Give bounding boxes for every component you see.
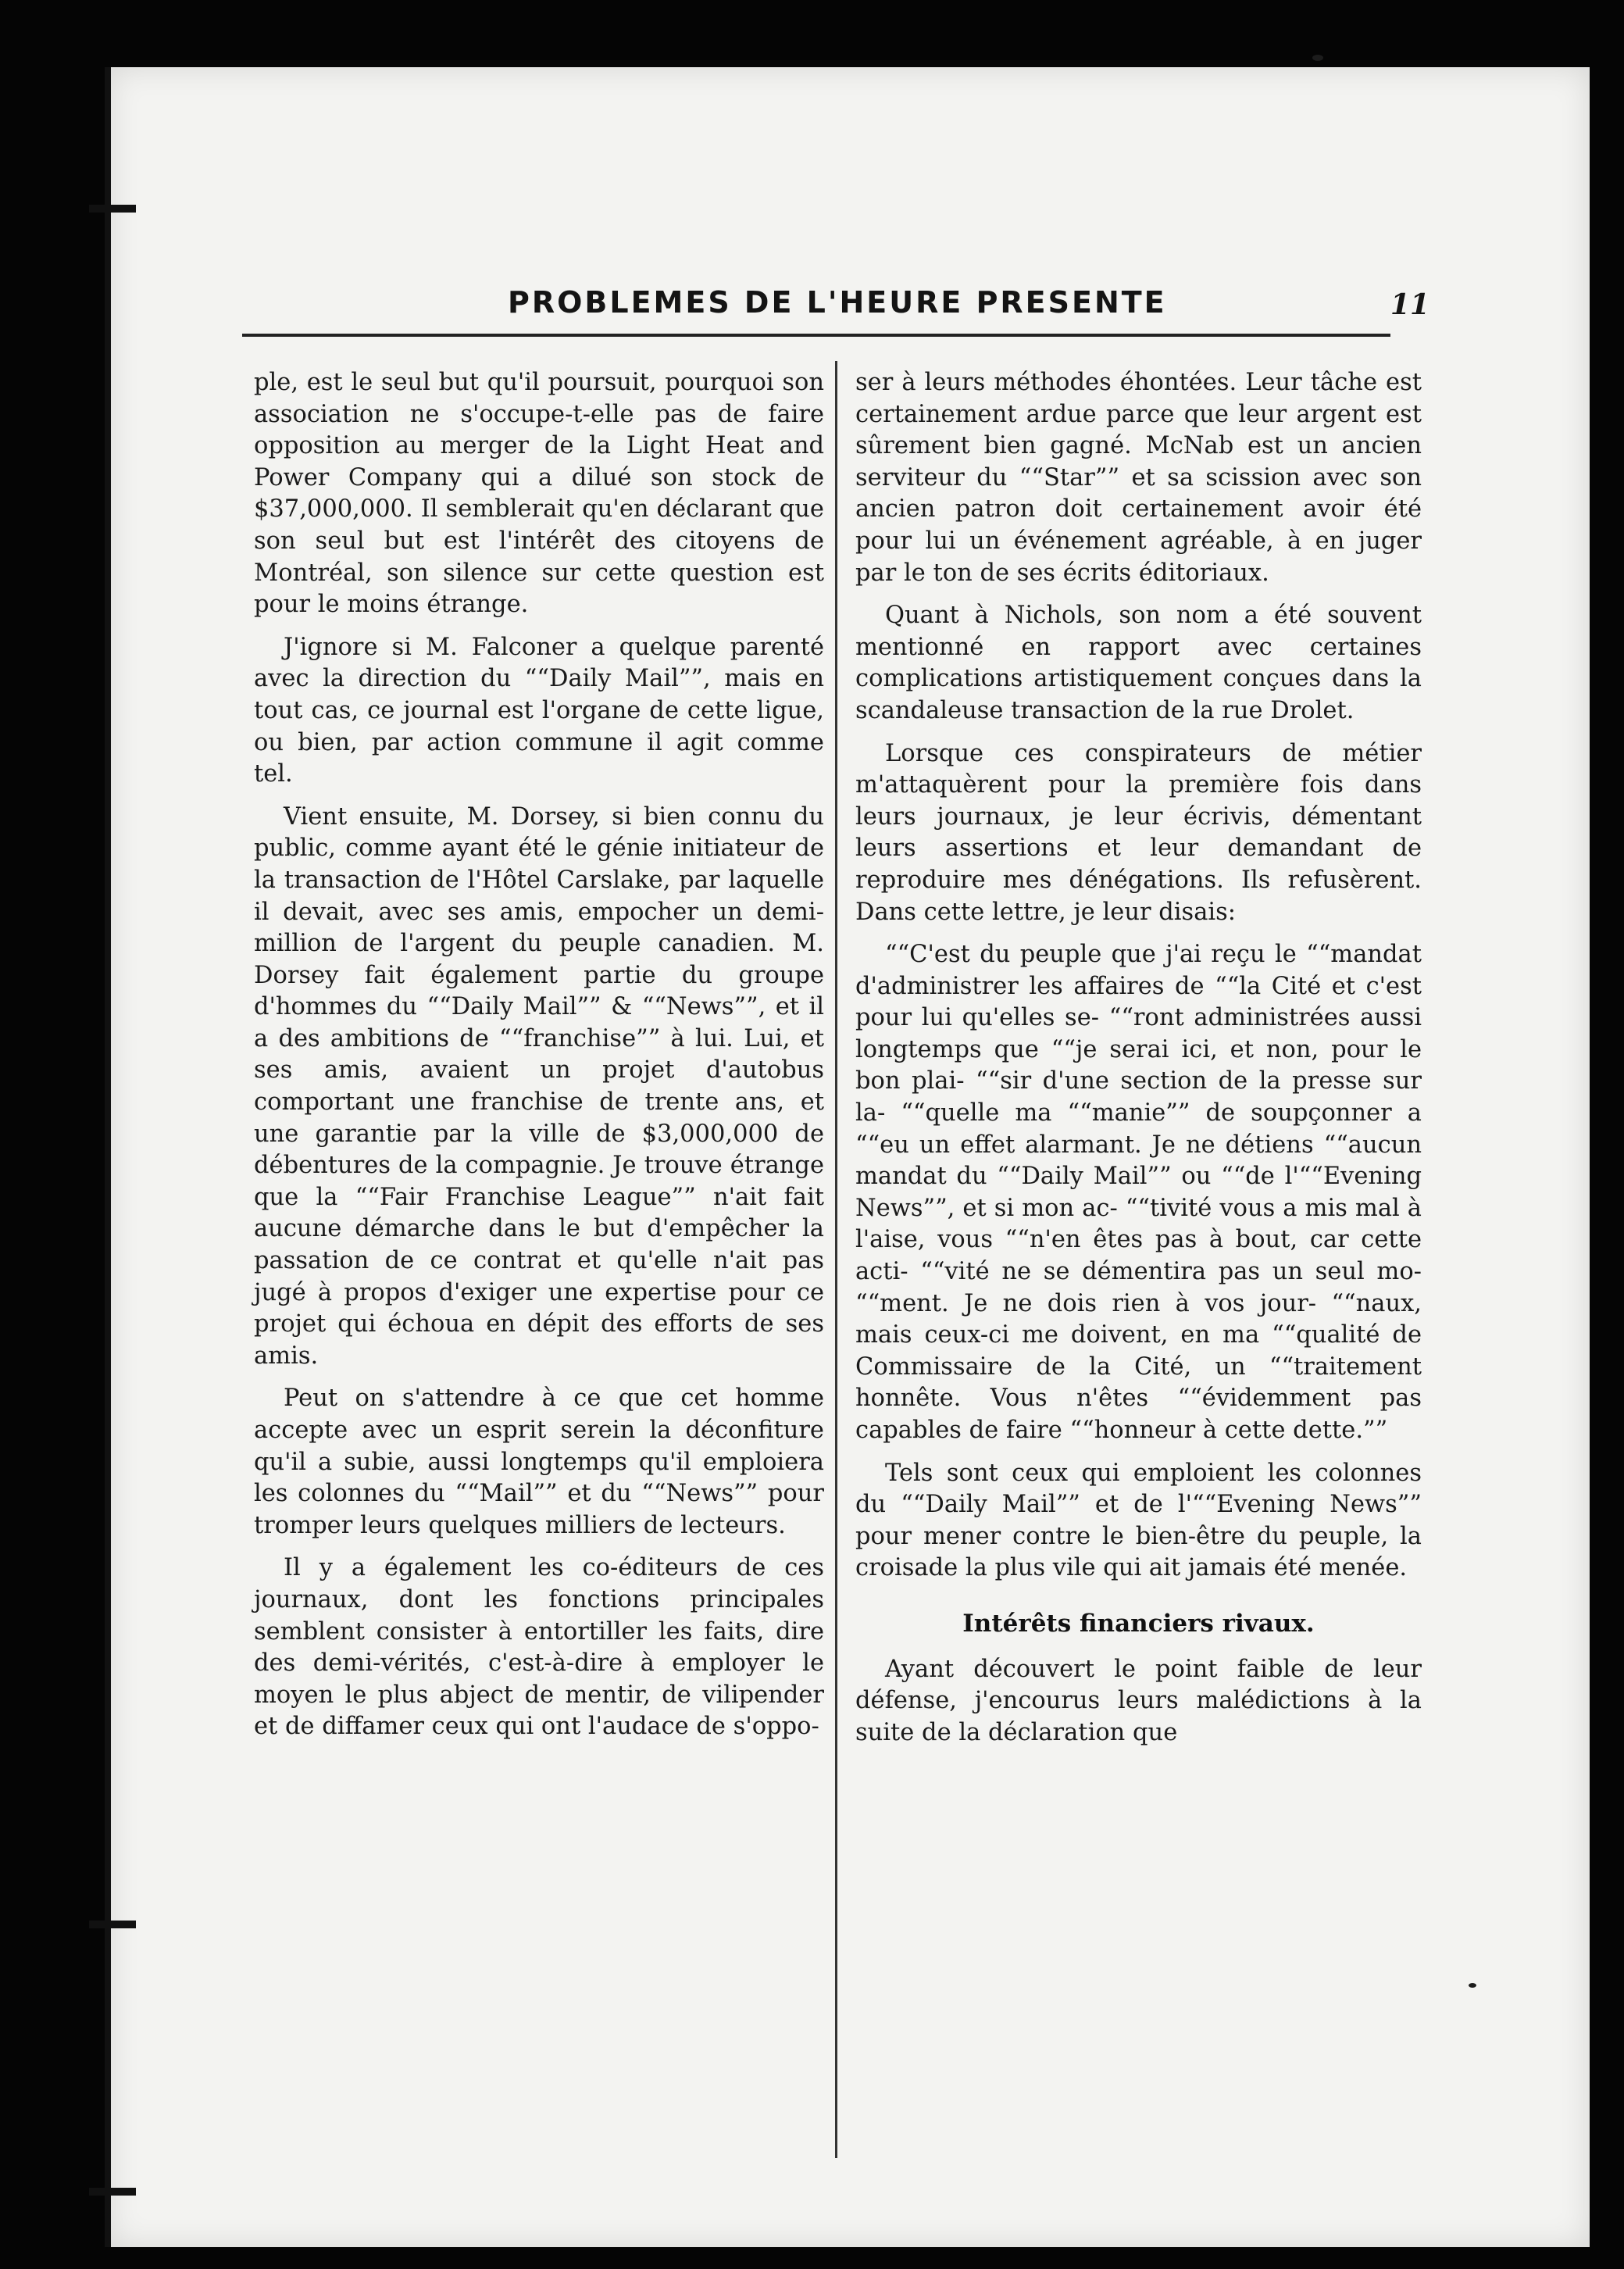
left-paragraph-1: ple, est le seul but qu'il poursuit, pourquoi son association ne s'occupe-t-elle pas de faire opposition au merger de la Light Heat and Power Company qui a dilué son stock de $37,000,000. Il semblerait qu'en déclarant que son seul but est l'intérêt des citoyens de Montréal, son silence sur cette question est pour le moins étrange. — [254, 369, 824, 619]
right-paragraph-5: Tels sont ceux qui emploient les colonnes du ““Daily Mail”” et de l'““Evening News”” pour mener contre le bien-être du peuple, la croisade la plus vile qui ait jamais été menée. — [855, 1459, 1422, 1582]
quoted-letter: ““C'est du peuple que j'ai reçu le ““mandat d'administrer les affaires de ““la Cité et c'est pour lui qu'elles se- ““ront administrées aussi longtemps que ““je serai ici, et non, pour le bon plai- ““sir d'une section de la presse sur la- ““quelle ma ““manie”” de soupçonner a ““eu un effet alarmant. Je ne détiens ““aucun mandat du ““Daily Mail”” ou ““de l'““Evening News””, et si mon ac- ““tivité vous a mis mal à l'aise, vous ““n'en êtes pas à bout, car cette acti- ““vité ne se démentira pas un seul mo- ““ment. Je ne dois rien à vos jour- ““naux, mais ceux-ci me doivent, en ma ““qualité de Commissaire de la Cité, un ““traitement honnête. Vous n'êtes ““évidemment pas capables de faire ““honneur à cette dette.”” — [855, 941, 1422, 1444]
right-paragraph-3: Lorsque ces conspirateurs de métier m'attaquèrent pour la première fois dans leurs journaux, je leur écrivis, démentant leurs assertions et leur demandant de reproduire mes dénégations. Ils refusèrent. Dans cette lettre, je leur disais: — [855, 739, 1422, 926]
left-paragraph-4: Peut on s'attendre à ce que cet homme accepte avec un esprit serein la déconfiture qu'il a subie, aussi longtemps qu'il emploiera les colonnes du ““Mail”” et du ““News”” pour tromper leurs quelques milliers de lecteurs. — [254, 1385, 824, 1539]
binding-tick-top — [89, 205, 136, 213]
left-paragraph-3: Vient ensuite, M. Dorsey, si bien connu du public, comme ayant été le génie initiateur de la transaction de l'Hôtel Carslake, par laquelle il devait, avec ses amis, empocher un demi-million de l'argent du peuple canadien. M. Dorsey fait également partie du groupe d'hommes du ““Daily Mail”” & ““News””, et il a des ambitions de ““franchise”” à lui. Lui, et ses amis, avaient un projet d'autobus comportant une franchise de trente ans, et une garantie par la ville de $3,000,000 de débentures de la compagnie. Je trouve étrange que la ““Fair Franchise League”” n'ait fait aucune démarche dans le but d'empêcher la passation de ce contrat et qu'elle n'ait pas jugé à propos d'exiger une expertise pour ce projet qui échoua en dépit des efforts de ses amis. — [254, 802, 824, 1370]
left-paragraph-5: Il y a également les co-éditeurs de ces journaux, dont les fonctions principales semblent consister à entortiller les faits, dire des demi-vérités, c'est-à-dire à employer le moyen le plus abject de mentir, de vilipender et de diffamer ceux qui ont l'audace de s'oppo- — [254, 1554, 824, 1741]
right-paragraph-2: Quant à Nichols, son nom a été souvent mentionné en rapport avec certaines complications artistiquement conçues dans la scandaleuse transaction de la rue Drolet. — [855, 602, 1422, 724]
left-paragraph-2: J'ignore si M. Falconer a quelque parenté avec la direction du ““Daily Mail””, mais en tout cas, ce journal est l'organe de cette ligue, ou bien, par action commune il agit comme tel. — [254, 633, 824, 788]
left-column — [254, 367, 824, 1754]
binding-tick-bottom — [89, 2188, 136, 2196]
column-divider — [835, 361, 837, 2158]
scan-speck — [1312, 55, 1323, 61]
right-column — [855, 367, 1422, 1760]
header-rule — [242, 334, 1390, 337]
running-title: PROBLEMES DE L'HEURE PRESENTE — [508, 285, 1167, 320]
section-subheading: Intérêts financiers rivaux. — [962, 1609, 1315, 1638]
scan-speck — [1469, 1983, 1476, 1988]
binding-tick-middle — [89, 1921, 136, 1928]
right-paragraph-1: ser à leurs méthodes éhontées. Leur tâche est certainement ardue parce que leur argent est sûrement bien gagné. McNab est un ancien serviteur du ““Star”” et sa scission avec son ancien patron doit certainement avoir été pour lui un événement agréable, à en juger par le ton de ses écrits éditoriaux. — [855, 369, 1422, 587]
running-header — [242, 285, 1429, 344]
page-number: 11 — [1390, 288, 1429, 321]
right-closing-paragraph: Ayant découvert le point faible de leur défense, j'encourus leurs malédictions à la suite de la déclaration que — [855, 1655, 1422, 1746]
